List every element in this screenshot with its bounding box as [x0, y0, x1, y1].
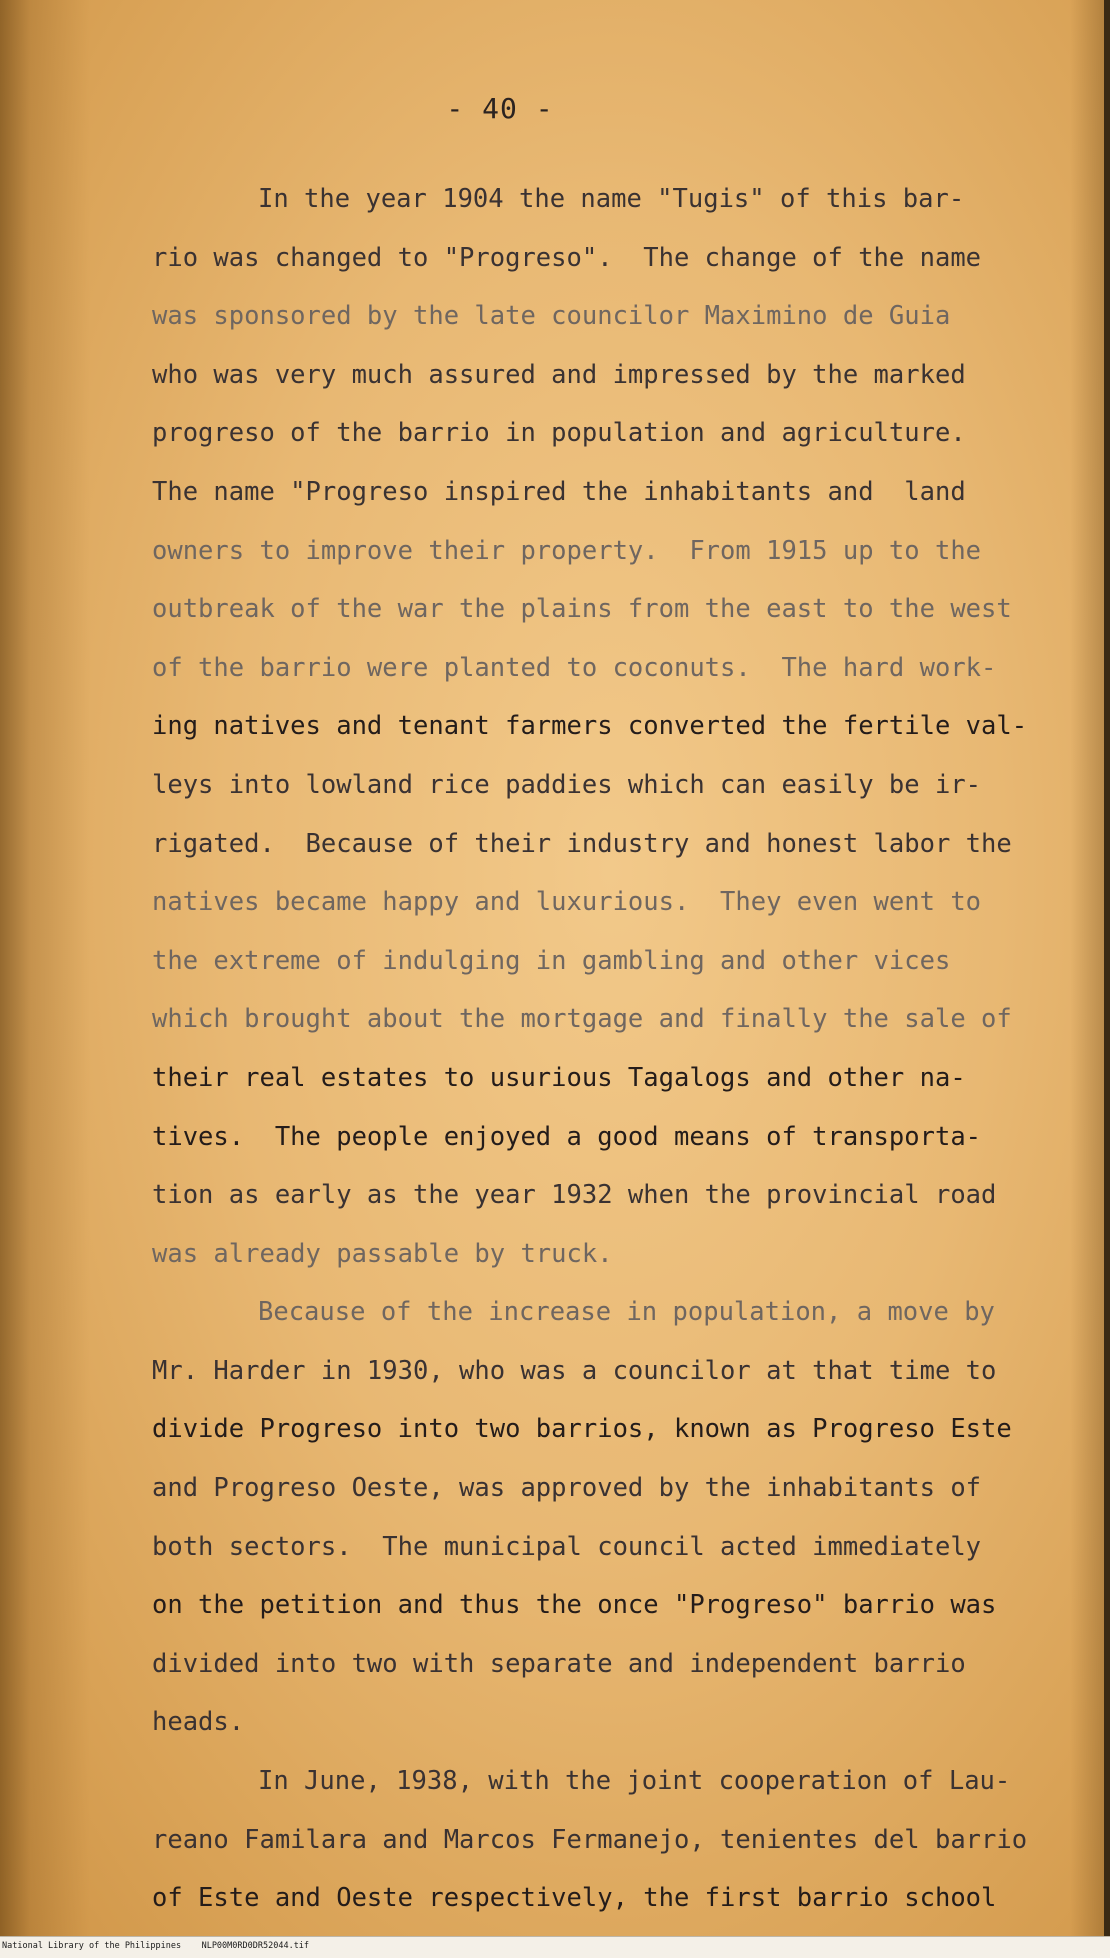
text-line: of Este and Oeste respectively, the first barrio school [152, 1883, 997, 1914]
text-line: leys into lowland rice paddies which can easily be ir- [152, 769, 982, 800]
text-line: which brought about the mortgage and finally the sale of [152, 1004, 1012, 1035]
text-line: who was very much assured and impressed by the marked [152, 359, 966, 390]
text-line: on the petition and thus the once "Progreso" barrio was [152, 1590, 997, 1621]
text-line: Mr. Harder in 1930, who was a councilor at that time to [152, 1355, 997, 1386]
text-line: ing natives and tenant farmers converted the fertile val- [152, 711, 1028, 742]
footer-text: National Library of the Philippines NLP00M0RD0DR52044.tif [2, 1941, 310, 1951]
text-line: In June, 1938, with the joint cooperation of Lau- [258, 1766, 1011, 1797]
body-text [152, 170, 1052, 1936]
text-line: the extreme of indulging in gambling and other vices [152, 945, 951, 976]
text-line: heads. [152, 1707, 245, 1738]
scan-footer [0, 1936, 1110, 1958]
text-line: natives became happy and luxurious. They even went to [152, 887, 982, 918]
text-line: their real estates to usurious Tagalogs and other na- [152, 1062, 966, 1093]
text-line: both sectors. The municipal council acted immediately [152, 1531, 982, 1562]
text-line: tives. The people enjoyed a good means of transporta- [152, 1121, 982, 1152]
text-line: In the year 1904 the name "Tugis" of this bar- [258, 184, 965, 214]
text-line: reano Familara and Marcos Fermanejo, tenientes del barrio [152, 1824, 1028, 1855]
scan-edge-shadow [1104, 0, 1110, 1936]
text-line: rio was changed to "Progreso". The change of the name [152, 242, 982, 273]
text-line: was sponsored by the late councilor Maximino de Guia [152, 301, 951, 332]
text-line: of the barrio were planted to coconuts. The hard work- [152, 652, 997, 683]
text-line: and Progreso Oeste, was approved by the inhabitants of [152, 1473, 982, 1504]
text-line: rigated. Because of their industry and honest labor the [152, 828, 1012, 859]
text-line: tion as early as the year 1932 when the provincial road [152, 1180, 997, 1211]
text-line: owners to improve their property. From 1915 up to the [152, 535, 982, 566]
page-number: - 40 - [446, 92, 554, 125]
text-line: outbreak of the war the plains from the east to the west [152, 594, 1012, 625]
text-line: Because of the increase in population, a move by [258, 1297, 995, 1328]
text-line: divided into two with separate and independent barrio [152, 1648, 966, 1679]
text-line: progreso of the barrio in population and agriculture. [152, 418, 966, 449]
text-line: divide Progreso into two barrios, known as Progreso Este [152, 1414, 1012, 1445]
text-line: was already passable by truck. [152, 1238, 613, 1269]
text-line: The name "Progreso inspired the inhabitants and land [152, 476, 966, 507]
text-line [152, 1928, 1052, 1936]
